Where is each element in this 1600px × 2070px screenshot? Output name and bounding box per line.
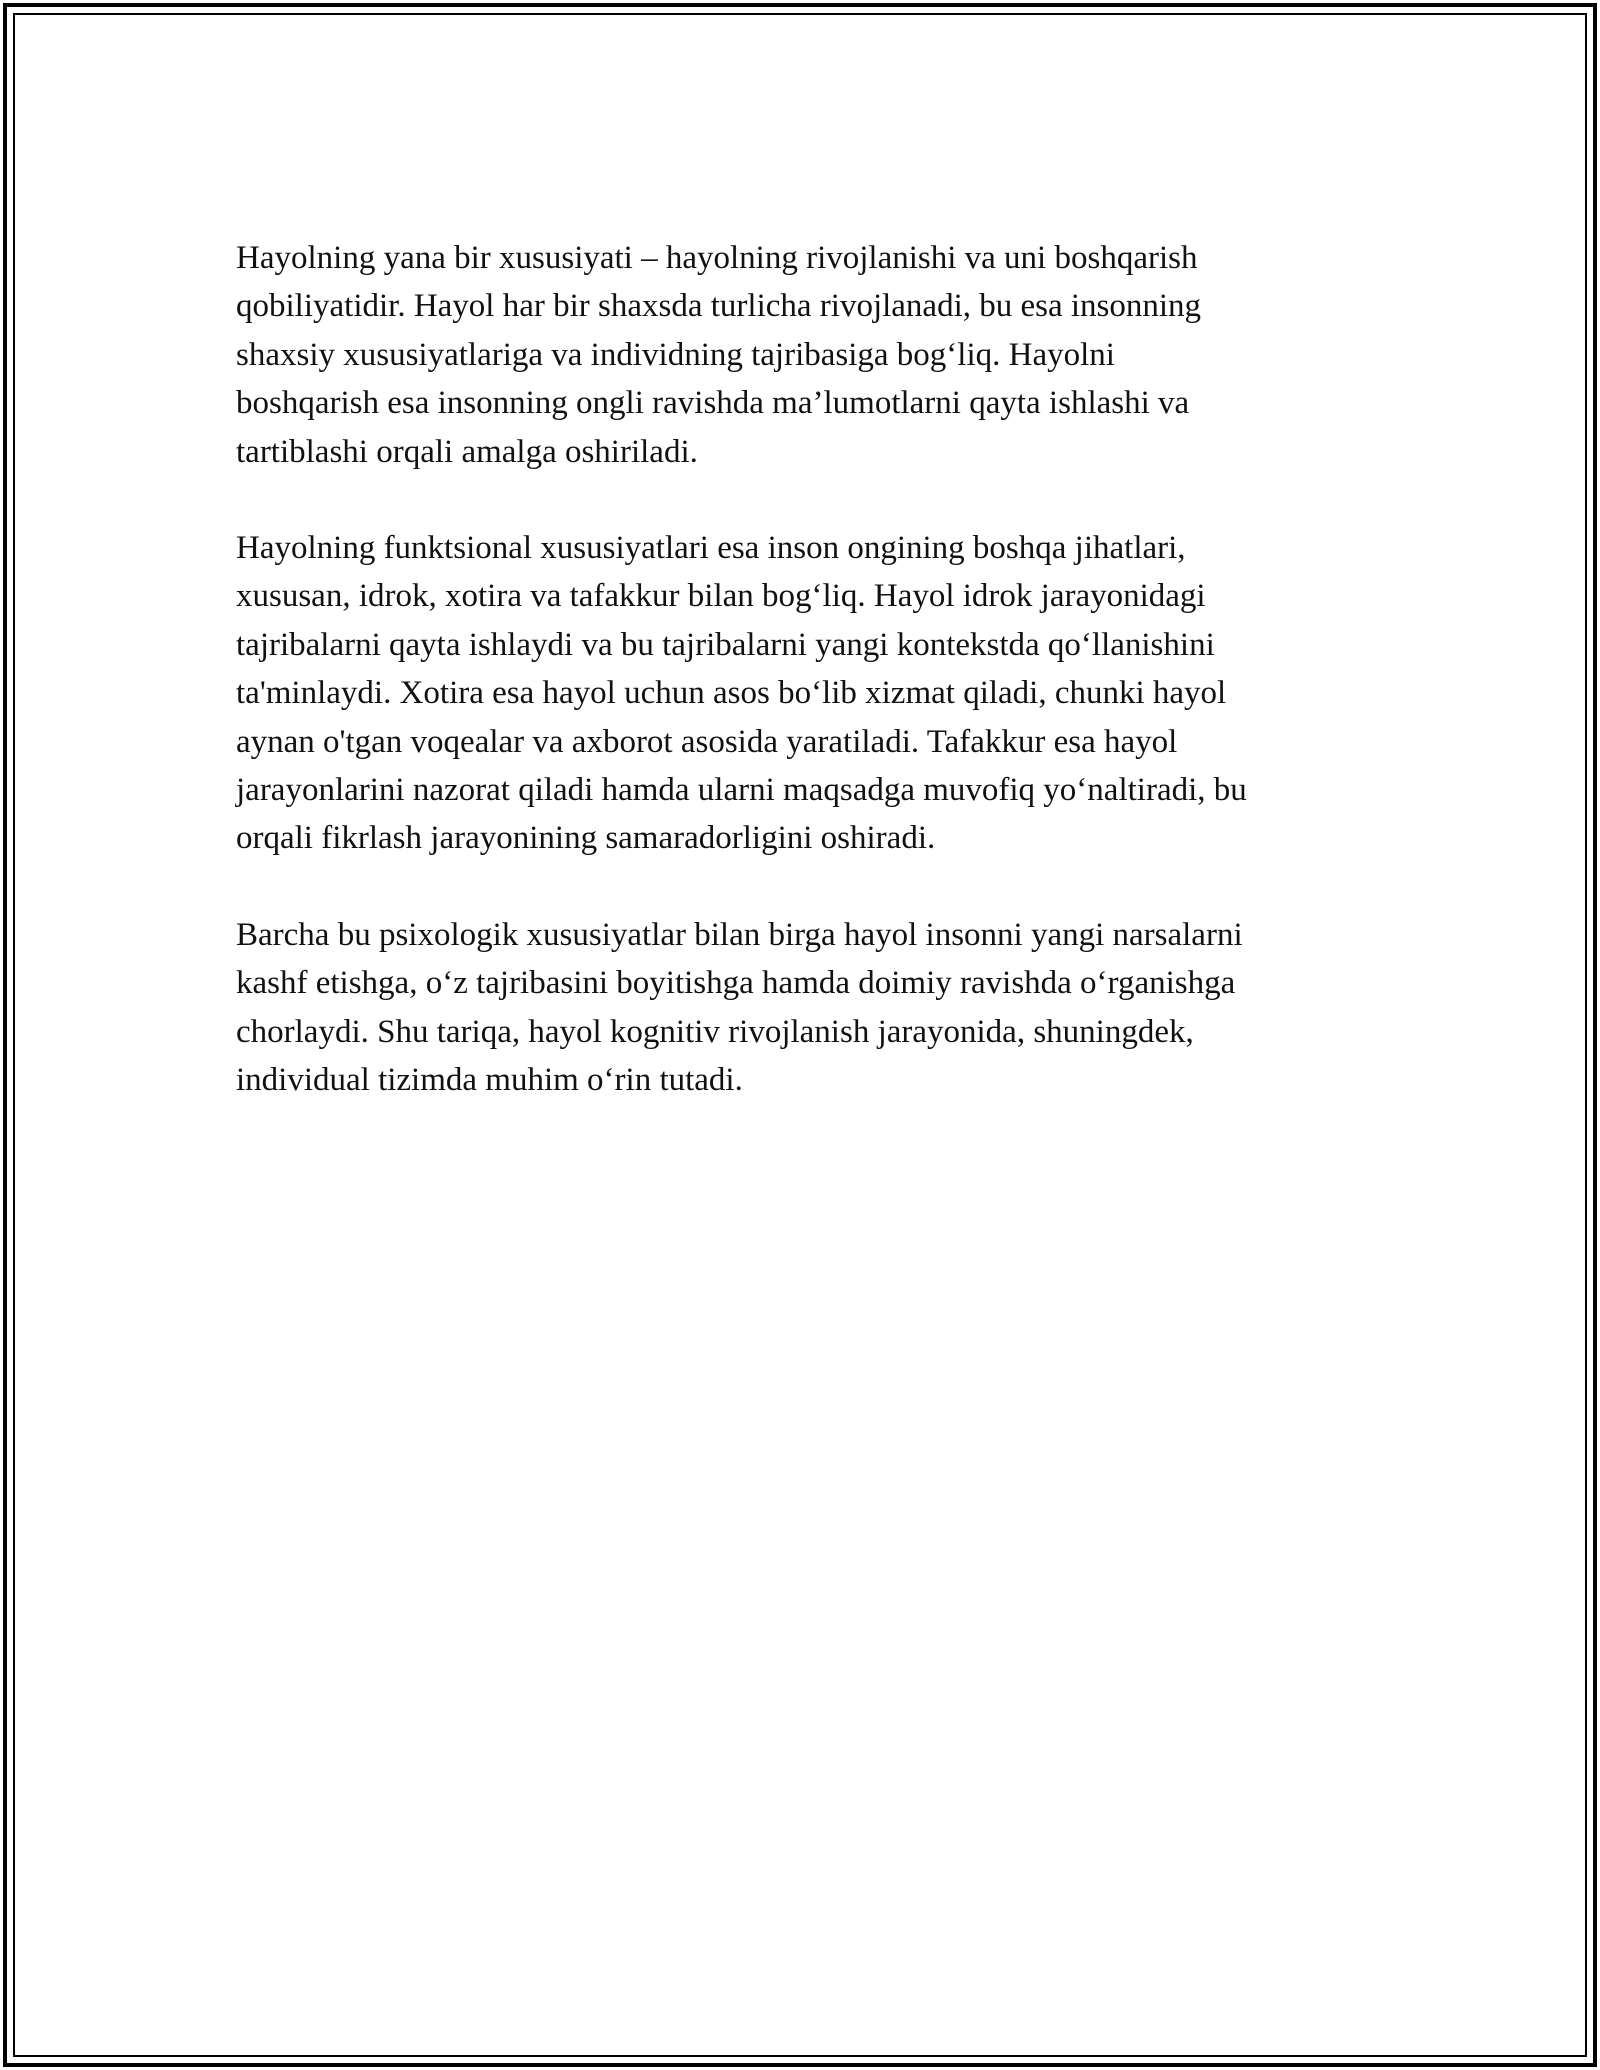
text-line: Hayolning funktsional xususiyatlari esa inson ongining boshqa jihatlari,	[236, 530, 1186, 567]
paragraph-2	[236, 524, 1376, 863]
text-line: qobiliyatidir. Hayol har bir shaxsda turlicha rivojlanadi, bu esa insonning	[236, 288, 1202, 325]
text-line: chorlaydi. Shu tariqa, hayol kognitiv rivojlanish jarayonida, shuningdek,	[236, 1013, 1194, 1050]
text-line: individual tizimda muhim o‘rin tutadi.	[236, 1062, 743, 1099]
text-line: xususan, idrok, xotira va tafakkur bilan bog‘liq. Hayol idrok jarayonidagi	[236, 578, 1206, 615]
document-body	[236, 234, 1376, 1153]
paragraph-3	[236, 911, 1376, 1105]
text-line: tajribalarni qayta ishlaydi va bu tajribalarni yangi kontekstda qo‘llanishini	[236, 626, 1215, 663]
text-line: kashf etishga, o‘z tajribasini boyitishga hamda doimiy ravishda o‘rganishga	[236, 965, 1236, 1002]
text-line: boshqarish esa insonning ongli ravishda ma’lumotlarni qayta ishlashi va	[236, 385, 1190, 422]
paragraph-1	[236, 234, 1376, 476]
text-line: ta'minlaydi. Xotira esa hayol uchun asos bo‘lib xizmat qiladi, chunki hayol	[236, 675, 1227, 712]
text-line: aynan o'tgan voqealar va axborot asosida yaratiladi. Tafakkur esa hayol	[236, 723, 1178, 760]
text-line: orqali fikrlash jarayonining samaradorligini oshiradi.	[236, 820, 936, 857]
text-line: tartiblashi orqali amalga oshiriladi.	[236, 433, 698, 470]
text-line: Barcha bu psixologik xususiyatlar bilan birga hayol insonni yangi narsalarni	[236, 916, 1243, 953]
text-line: shaxsiy xususiyatlariga va individning tajribasiga bog‘liq. Hayolni	[236, 336, 1115, 373]
text-line: Hayolning yana bir xususiyati – hayolning rivojlanishi va uni boshqarish	[236, 240, 1198, 276]
text-line: jarayonlarini nazorat qiladi hamda ularni maqsadga muvofiq yo‘naltiradi, bu	[236, 772, 1247, 809]
